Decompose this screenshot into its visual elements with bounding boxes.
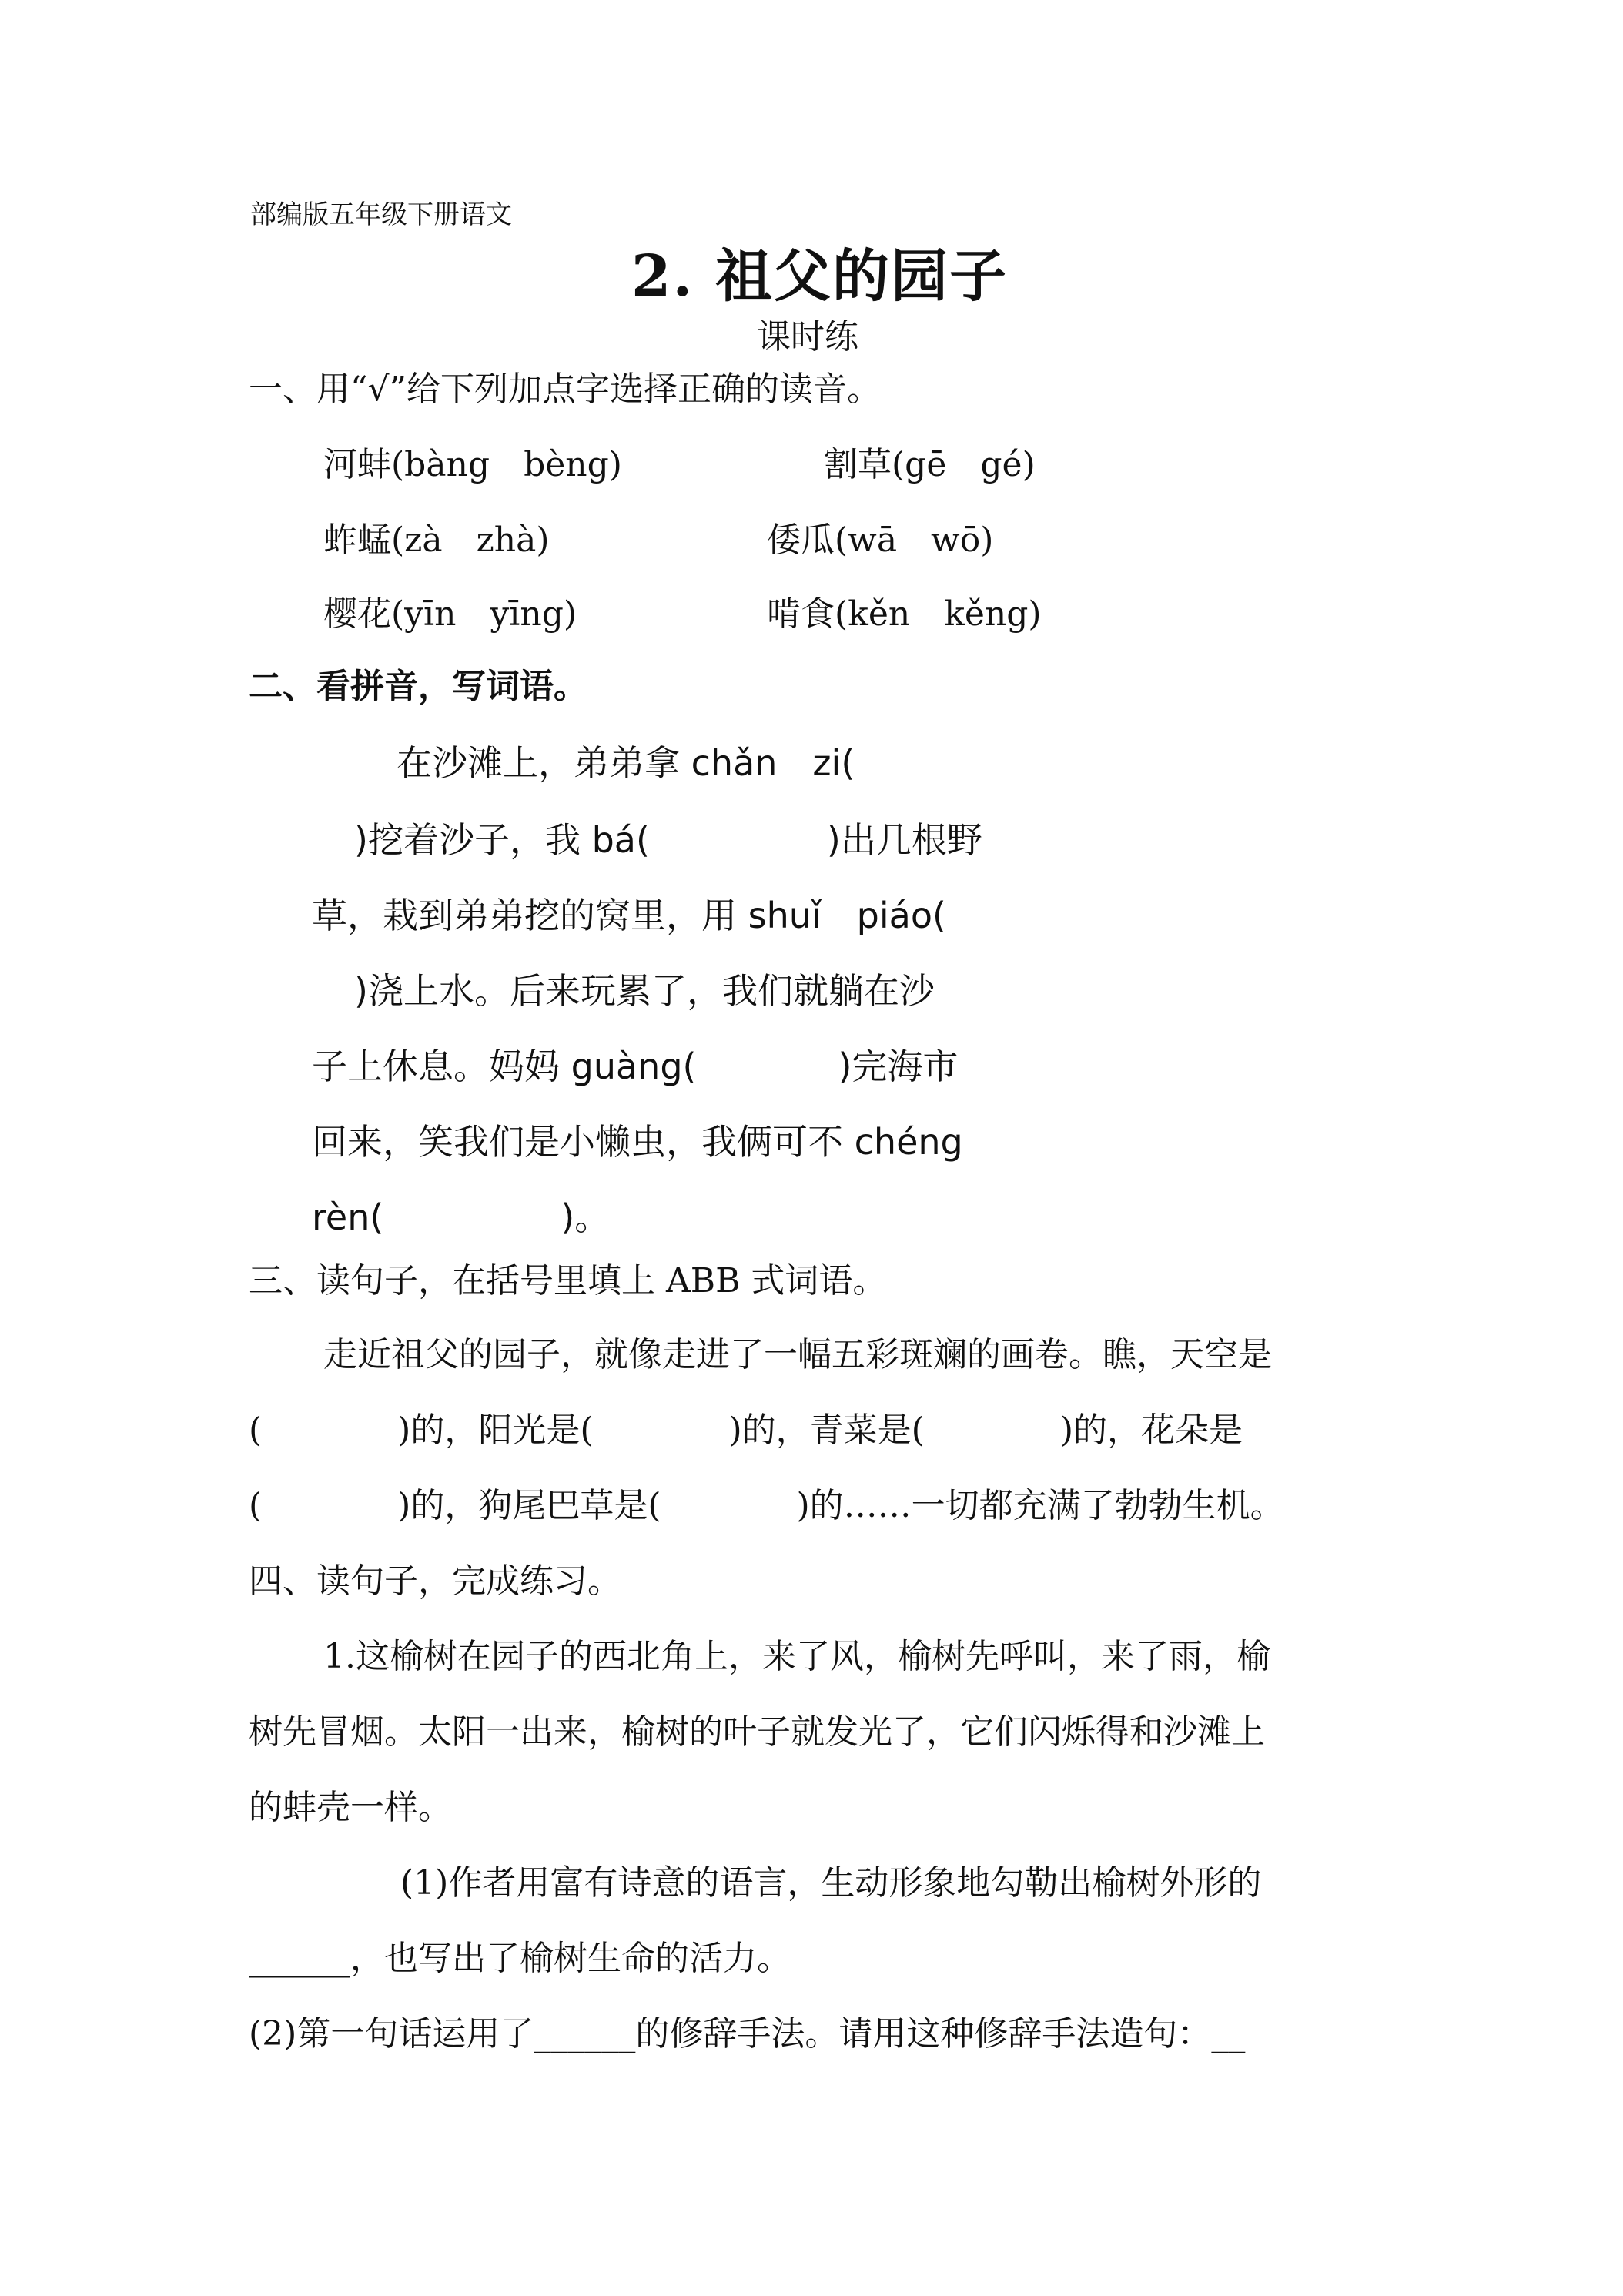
- q2-line-1: 在沙滩上，弟弟拿 chǎn zi(: [397, 742, 855, 784]
- q1-item-zhameng: 蚱蜢(zà zhà): [323, 520, 550, 560]
- q4-sub1-line-1: (1)作者用富有诗意的语言，生动形象地勾勒出榆树外形的: [400, 1863, 1262, 1903]
- q1-item-wogua: 倭瓜(wā wō): [767, 520, 994, 560]
- q4-sub2-line: (2)第一句话运用了______的修辞手法。请用这种修辞手法造句：__: [249, 2014, 1246, 2053]
- section3-heading: 三、读句子，在括号里填上 ABB 式词语。: [249, 1261, 887, 1300]
- q4-passage-line-3: 的蚌壳一样。: [249, 1788, 452, 1827]
- q2-line-5: 子上休息。妈妈 guàng( )完海市: [312, 1046, 959, 1087]
- q1-item-kenshi: 啃食(kěn kěng): [767, 594, 1042, 634]
- q3-line-2: ( )的，阳光是( )的，青菜是( )的，花朵是: [249, 1411, 1243, 1450]
- q2-line-4: )浇上水。后来玩累了，我们就躺在沙: [354, 970, 935, 1012]
- page-subtitle: 课时练: [757, 317, 858, 356]
- section4-heading: 四、读句子，完成练习。: [249, 1561, 621, 1601]
- q4-passage-line-2: 树先冒烟。太阳一出来，榆树的叶子就发光了，它们闪烁得和沙滩上: [249, 1712, 1265, 1752]
- q2-line-7: rèn( )。: [312, 1197, 611, 1238]
- section1-heading: 一、用“√”给下列加点字选择正确的读音。: [249, 370, 882, 409]
- q3-line-3: ( )的，狗尾巴草是( )的……一切都充满了勃勃生机。: [249, 1486, 1284, 1525]
- q1-item-gecao: 割草(gē gé): [824, 445, 1036, 484]
- section2-heading: 二、看拼音，写词语。: [249, 667, 587, 706]
- q2-line-3: 草，栽到弟弟挖的窝里，用 shuǐ piáo(: [312, 895, 946, 936]
- q4-sub1-line-2: ______，也写出了榆树生命的活力。: [249, 1939, 791, 1978]
- q2-line-6: 回来，笑我们是小懒虫，我俩可不 chéng: [312, 1121, 963, 1163]
- book-label: 部编版五年级下册语文: [250, 199, 512, 230]
- q3-line-1: 走近祖父的园子，就像走进了一幅五彩斑斓的画卷。瞧，天空是: [323, 1335, 1272, 1374]
- q2-line-2: )挖着沙子，我 bá( )出几根野: [354, 819, 982, 861]
- q1-item-hebang: 河蚌(bàng bèng): [323, 445, 622, 484]
- q1-item-yinghua: 樱花(yīn yīng): [323, 594, 577, 634]
- page-title: 2. 祖父的园子: [631, 243, 1009, 310]
- q4-passage-line-1: 1.这榆树在园子的西北角上，来了风，榆树先呼叫，来了雨，榆: [323, 1637, 1270, 1676]
